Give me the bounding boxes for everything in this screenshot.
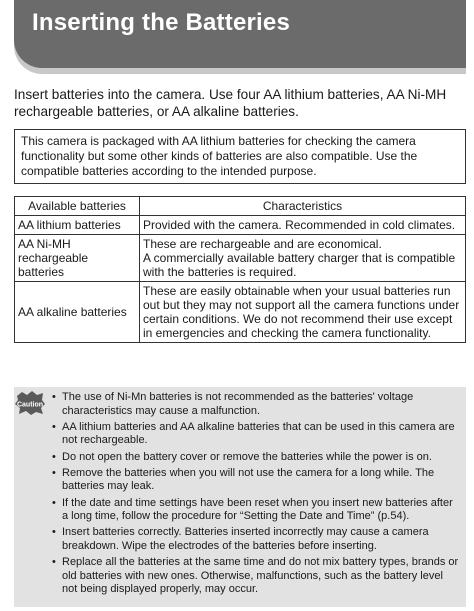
list-item: • Insert batteries correctly. Batteries inserted incorrectly may cause a camera breakdown. Wipe the electrodes of the batteries before inserting. (52, 526, 460, 553)
list-item: • The use of Ni-Mn batteries is not recommended as the batteries' voltage characteristics may cause a malfunction. (52, 391, 460, 418)
battery-name: AA lithium batteries (15, 216, 140, 235)
list-item: • Do not open the battery cover or remove the batteries while the power is on. (52, 451, 460, 465)
list-item: • Remove the batteries when you will not use the camera for a long while. The batteries may leak. (52, 467, 460, 494)
battery-characteristics (140, 216, 466, 235)
table-row (15, 235, 466, 282)
list-item: • If the date and time settings have been reset when you insert new batteries after a long time, follow the procedure for “Setting the Date and Time” (p.54). (52, 497, 460, 524)
characteristic-line: These are easily obtainable when your usual batteries run out but they may not support all the camera functions under certain conditions. We do not recommend their use except in emergencies and checking the camera functionality. (143, 284, 460, 340)
characteristic-line: Provided with the camera. Recommended in cold climates. (143, 218, 456, 232)
list-item: • Replace all the batteries at the same time and do not mix battery types, brands or old batteries with new ones. Otherwise, malfunctions, such as the battery level not being displayed properly, may occur. (52, 556, 460, 597)
title-banner (14, 0, 466, 68)
header-available-batteries: Available batteries (15, 197, 140, 216)
table-row (15, 282, 466, 343)
page-title: Inserting the Batteries (32, 9, 290, 36)
battery-characteristics (140, 282, 466, 343)
characteristic-line: A commercially available battery charger that is compatible with the batteries is required. (143, 251, 456, 279)
battery-name: AA alkaline batteries (15, 282, 140, 343)
battery-characteristics (140, 235, 466, 282)
intro-paragraph: Insert batteries into the camera. Use four AA lithium batteries, AA Ni-MH rechargeable batteries, or AA alkaline batteries. (14, 87, 447, 119)
table-header-row (15, 197, 466, 216)
caution-box (14, 387, 466, 607)
caution-icon-label: Caution (16, 401, 44, 409)
characteristic-line: These are rechargeable and are economical. (143, 237, 382, 251)
caution-list (52, 391, 460, 599)
list-item: • AA lithium batteries and AA alkaline batteries that can be used in this camera are not rechargeable. (52, 421, 460, 448)
battery-name: AA Ni-MH rechargeable batteries (15, 235, 140, 282)
header-characteristics: Characteristics (140, 197, 466, 216)
notice-box: This camera is packaged with AA lithium batteries for checking the camera functionality but some other kinds of batteries are also compatible. Use the compatible batteries according to the intended purpose. (14, 129, 466, 184)
table-row (15, 216, 466, 235)
caution-icon (14, 390, 46, 416)
battery-table (14, 196, 466, 343)
